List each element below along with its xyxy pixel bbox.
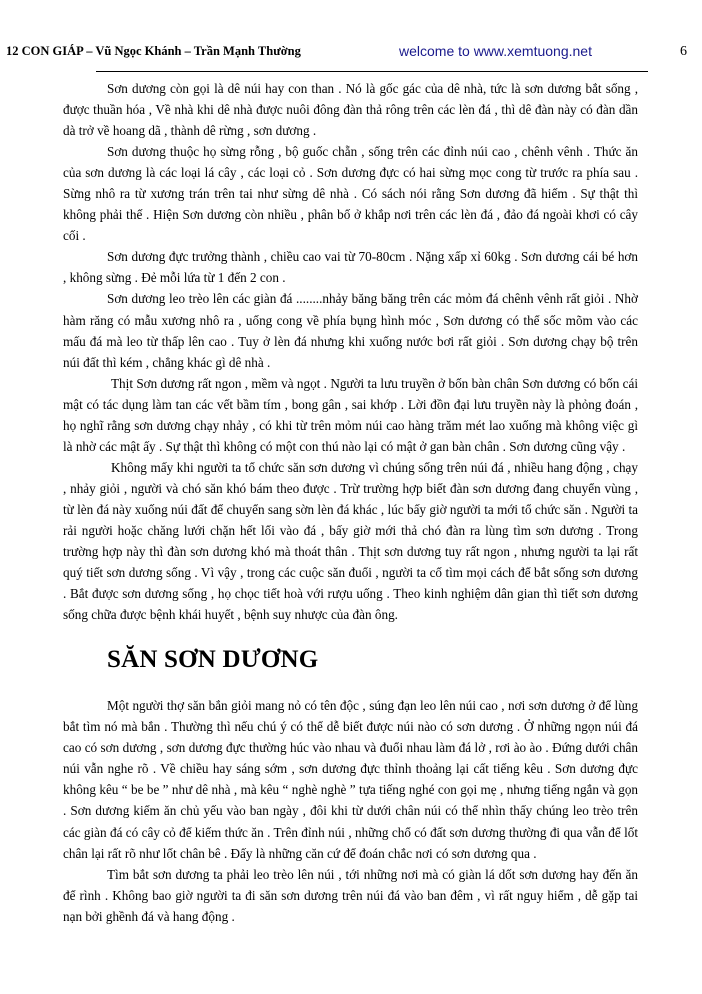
running-title: 12 CON GIÁP – Vũ Ngọc Khánh – Trần Mạnh Thường <box>6 44 301 58</box>
paragraph: Sơn dương thuộc họ sừng rỗng , bộ guốc chẵn , sống trên các đỉnh núi cao , chênh vênh . Thức ăn của sơn dương là các loại lá cây , các loại cỏ . Sơn dương đực có hai sừng mọc cong từ trước ra phía sau . Sừng nhô ra từ xương trán trên tai như sừng dê nhà . Có sách nói rằng Sơn dương đã hiếm . Sự thật thì không phải thế . Hiện Sơn dương còn nhiều , phân bố ở khắp nơi trên các lèn đá , đảo đá ngoài khơi có cây cối . <box>63 144 638 244</box>
paragraph: Thịt Sơn dương rất ngon , mềm và ngọt . Người ta lưu truyền ở bốn bàn chân Sơn dương có bốn cái mật có tác dụng làm tan các vết bầm tím , bong gân , sai khớp . Lời đồn đại lưu truyền này là phỏng đoán , họ nghĩ rằng sơn dương chạy nhảy , có khi từ trên mỏm núi cao hàng trăm mét lao xuống mà không việc gì là nhờ các mật ấy . Sự thật thì không có một con thú nào lại có mật ở gan bàn chân . Sơn dương cũng vậy . <box>63 375 638 454</box>
site-link[interactable]: welcome to www.xemtuong.net <box>399 43 592 59</box>
article-body <box>63 78 638 927</box>
paragraph: Sơn dương đực trưởng thành , chiều cao vai từ 70-80cm . Nặng xấp xỉ 60kg . Sơn dương cái bé hơn , không sừng . Đẻ mỗi lứa từ 1 đến 2 con . <box>63 249 638 286</box>
header-divider <box>96 71 648 72</box>
paragraph: Một người thợ săn bắn giỏi mang nỏ có tên độc , súng đạn leo lên núi cao , nơi sơn dương ở để lùng bắt tìm nó mà bắn . Thường thì nếu chú ý có thể dễ biết được núi nào có sơn dương . Ở những ngọn núi đá cao có sơn dương , sơn dương đực thường húc vào nhau và đuổi nhau làm đá lở , rơi ào ào . Đứng dưới chân núi vẫn nghe rõ . Về chiều hay sáng sớm , sơn dương đực thỉnh thoảng lại cất tiếng kêu . Sơn dương đực không kêu “ be be ” như dê nhà , mà kêu “ nghè nghè ” tựa tiếng nghé con gọi mẹ , nhưng tiếng ngắn và gọn . Sơn dương kiếm ăn chủ yếu vào ban ngày , đôi khi từ dưới chân núi có thể nhìn thấy chúng leo trèo trên các giàn đá có cây cỏ để kiếm thức ăn . Trên đỉnh núi , những chổ có đất sơn dương thường đi qua vẫn để lốt chân lại rất rõ như lốt chân bê . Đấy là những căn cứ để đoán chắc nơi có sơn dương qua . <box>63 698 638 861</box>
paragraph: Tìm bắt sơn dương ta phải leo trèo lên núi , tới những nơi mà có giàn lá dốt sơn dương hay đến ăn để rình . Không bao giờ người ta đi săn sơn dương trên núi đá vào ban đêm , vì rất nguy hiểm , dễ gặp tai nạn bởi ghềnh đá và hang động . <box>63 866 638 924</box>
paragraph: Sơn dương leo trèo lên các giàn đá ........nhảy băng băng trên các mỏm đá chênh vênh rất giỏi . Nhờ hàm răng có mẫu xương nhô ra , uống cong về phía bụng hình móc , Sơn dương có thể sốc mõm vào các mấu đá mà leo từ thấp lên cao . Tuy ở lèn đá nhưng khi xuống nước bơi rất giỏi . Sơn dương chạy bộ trên núi đất thì kém , chẳng khác gì dê nhà . <box>63 291 638 370</box>
paragraph: Sơn dương còn gọi là dê núi hay con than . Nó là gốc gác của dê nhà, tức là sơn dương bắt sống , được thuần hóa , Về nhà khi dê nhà được nuôi đông đàn thả rông trên các lèn đá , thì dê đàn này có đàn dần dà trở về hoang dã , thành dê rừng , sơn dương . <box>63 81 638 139</box>
page-header <box>0 44 702 64</box>
page-number: 6 <box>680 44 687 59</box>
paragraph: Không mấy khi người ta tổ chức săn sơn dương vì chúng sống trên núi đá , nhiều hang động , chạy , nhảy giỏi , người và chó săn khó bám theo được . Trừ trường hợp biết đàn sơn dương đang chuyển vùng , từ lèn đá này xuống núi đất để chuyển sang sờn lèn đá khác , lúc bấy giờ người ta mới tổ chức săn . Người ta rải người hoặc chăng lưới chặn hết lối vào đá , bấy giờ mới thả chó đàn ra lùng tìm sơn dương . Trong trường hợp này thì đàn sơn dương khó mà thoát thân . Thịt sơn dương tuy rất ngon , nhưng người ta lại rất quý tiết sơn dương sống . Vì vậy , trong các cuộc săn đuổi , người ta cố tìm mọi cách để bắt sống sơn dương . Bắt được sơn dương sống , họ chọc tiết hoà với rượu uống . Theo kinh nghiệm dân gian thì tiết sơn dương sống chữa được bệnh khái huyết , bệnh suy nhược của đàn ông. <box>63 459 638 623</box>
section-heading: SĂN SƠN DƯƠNG <box>107 646 319 674</box>
